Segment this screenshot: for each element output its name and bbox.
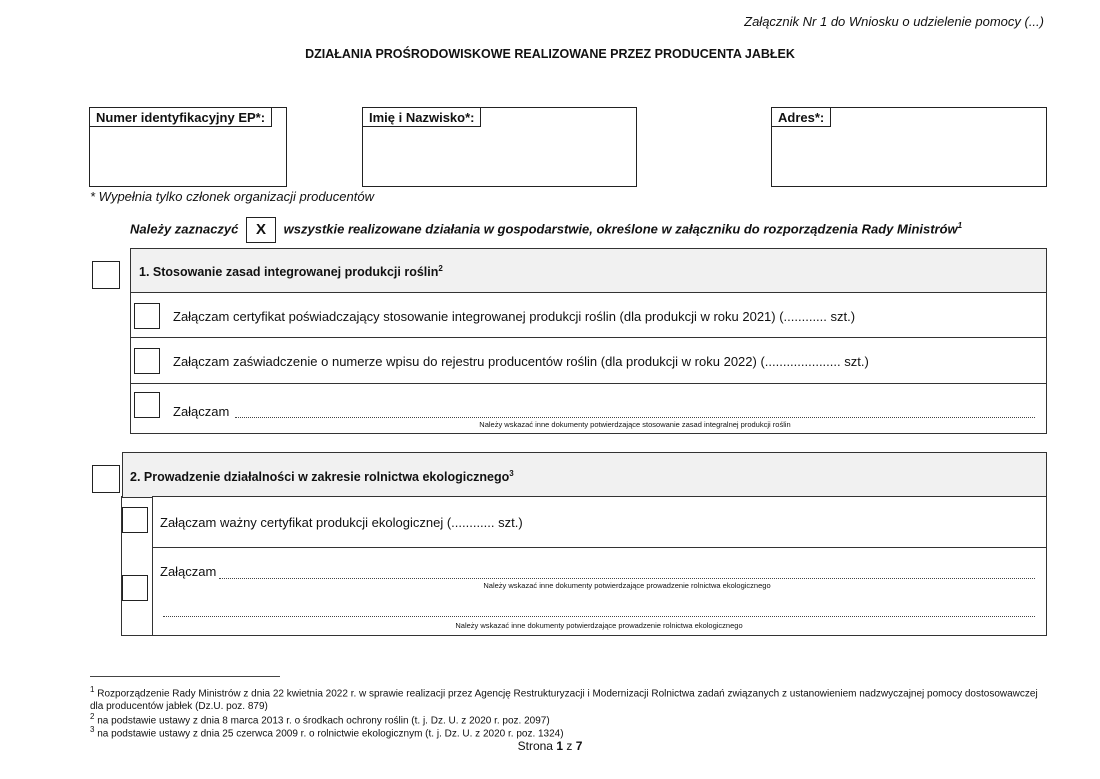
section1-other-hint: Należy wskazać inne dokumenty potwierdzające stosowanie zasad integralnej produkcji roślin — [479, 420, 791, 429]
certificate-text: Załączam certyfikat poświadczający stosowanie integrowanej produkcji roślin (dla produkcji w roku 2021) (............ szt.) — [173, 309, 856, 324]
registry-text: Załączam zaświadczenie o numerze wpisu do rejestru producentów roślin (dla produkcji w roku 2022) (..................... szt.) — [173, 354, 869, 369]
section1-heading-text: 1. Stosowanie zasad integrowanej produkcji roślin — [139, 265, 439, 280]
section2-header — [122, 452, 1047, 498]
ep-id-box[interactable] — [89, 107, 287, 187]
section1-row-other — [130, 383, 1047, 434]
section1-row-certificate — [130, 292, 1047, 339]
section1-other-checkbox[interactable] — [134, 392, 160, 418]
section2-other-hint-1: Należy wskazać inne dokumenty potwierdzające prowadzenie rolnictwa ekologicznego — [483, 581, 771, 590]
attachment-label: Załącznik Nr 1 do Wniosku o udzielenie pomocy (...) — [744, 14, 1044, 29]
section1-row-registry — [130, 337, 1047, 385]
page-number — [0, 739, 1100, 753]
page-sep: z — [566, 739, 573, 753]
footnote-1 — [90, 683, 1045, 713]
section1-header — [130, 248, 1047, 294]
certificate-checkbox[interactable] — [134, 303, 160, 329]
section2-other-input-line-1[interactable] — [219, 577, 1035, 579]
page-total: 7 — [575, 739, 583, 753]
eco-certificate-text: Załączam ważny certyfikat produkcji ekologicznej (............ szt.) — [160, 515, 523, 530]
footnote-separator — [90, 676, 280, 677]
footnote-2-text: na podstawie ustawy z dnia 8 marca 2013 r. o środkach ochrony roślin (t. j. Dz. U. z 2020 r. poz. 2097) — [97, 715, 550, 727]
section2-other-hint-2: Należy wskazać inne dokumenty potwierdzające prowadzenie rolnictwa ekologicznego — [455, 621, 743, 630]
footnote-3-text: na podstawie ustawy z dnia 25 czerwca 2009 r. o rolnictwie ekologicznym (t. j. Dz. U. z 2020 r. poz. 1324) — [97, 728, 564, 740]
member-note: * Wypełnia tylko członek organizacji producentów — [90, 189, 374, 204]
section2-heading — [130, 469, 514, 484]
footnote-1-number: 1 — [90, 685, 95, 694]
footnote-3-number: 3 — [90, 725, 95, 734]
instruction — [130, 217, 962, 243]
section2-other-label: Załączam — [160, 564, 217, 579]
section2-footnote-ref: 3 — [509, 469, 514, 478]
name-label: Imię i Nazwisko*: — [363, 108, 481, 127]
address-box[interactable] — [771, 107, 1047, 187]
page-label: Strona — [517, 739, 553, 753]
section2-heading-text: 2. Prowadzenie działalności w zakresie rolnictwa ekologicznego — [130, 470, 510, 485]
section1-other-input-line[interactable] — [235, 416, 1035, 418]
section1-checkbox[interactable] — [92, 261, 120, 289]
section1-footnote-ref: 2 — [438, 264, 443, 273]
footnote-3 — [90, 723, 1045, 740]
section2-left-border — [121, 496, 153, 636]
section2-row-other — [152, 547, 1047, 636]
section1-heading — [139, 264, 443, 279]
address-label: Adres*: — [772, 108, 831, 127]
ep-id-label: Numer identyfikacyjny EP*: — [90, 108, 272, 127]
document-title: DZIAŁANIA PROŚRODOWISKOWE REALIZOWANE PRZEZ PRODUCENTA JABŁEK — [305, 47, 795, 61]
name-box[interactable] — [362, 107, 637, 187]
footnote-2-number: 2 — [90, 712, 95, 721]
registry-checkbox[interactable] — [134, 348, 160, 374]
instruction-before: Należy zaznaczyć — [130, 221, 239, 237]
instruction-footnote-ref: 1 — [957, 221, 963, 231]
instruction-after: wszystkie realizowane działania w gospodarstwie, określone w załączniku do rozporządzenia Rady Ministrów — [283, 221, 958, 237]
example-x-checkbox: X — [246, 217, 276, 243]
section2-row-certificate — [152, 496, 1047, 549]
section2-other-input-line-2[interactable] — [163, 615, 1035, 617]
page-current: 1 — [556, 739, 563, 753]
section2-checkbox[interactable] — [92, 465, 120, 493]
footnote-1-text: Rozporządzenie Rady Ministrów z dnia 22 kwietnia 2022 r. w sprawie realizacji przez Agencję Restrukturyzacji i Modernizacji Rolnictwa zadań związanych z ustanowieniem nadzwyczajnej pomocy dostosowawczej dla producentów jabłek (Dz.U. poz. 879) — [90, 688, 1038, 713]
section1-other-label: Załączam — [173, 404, 230, 419]
